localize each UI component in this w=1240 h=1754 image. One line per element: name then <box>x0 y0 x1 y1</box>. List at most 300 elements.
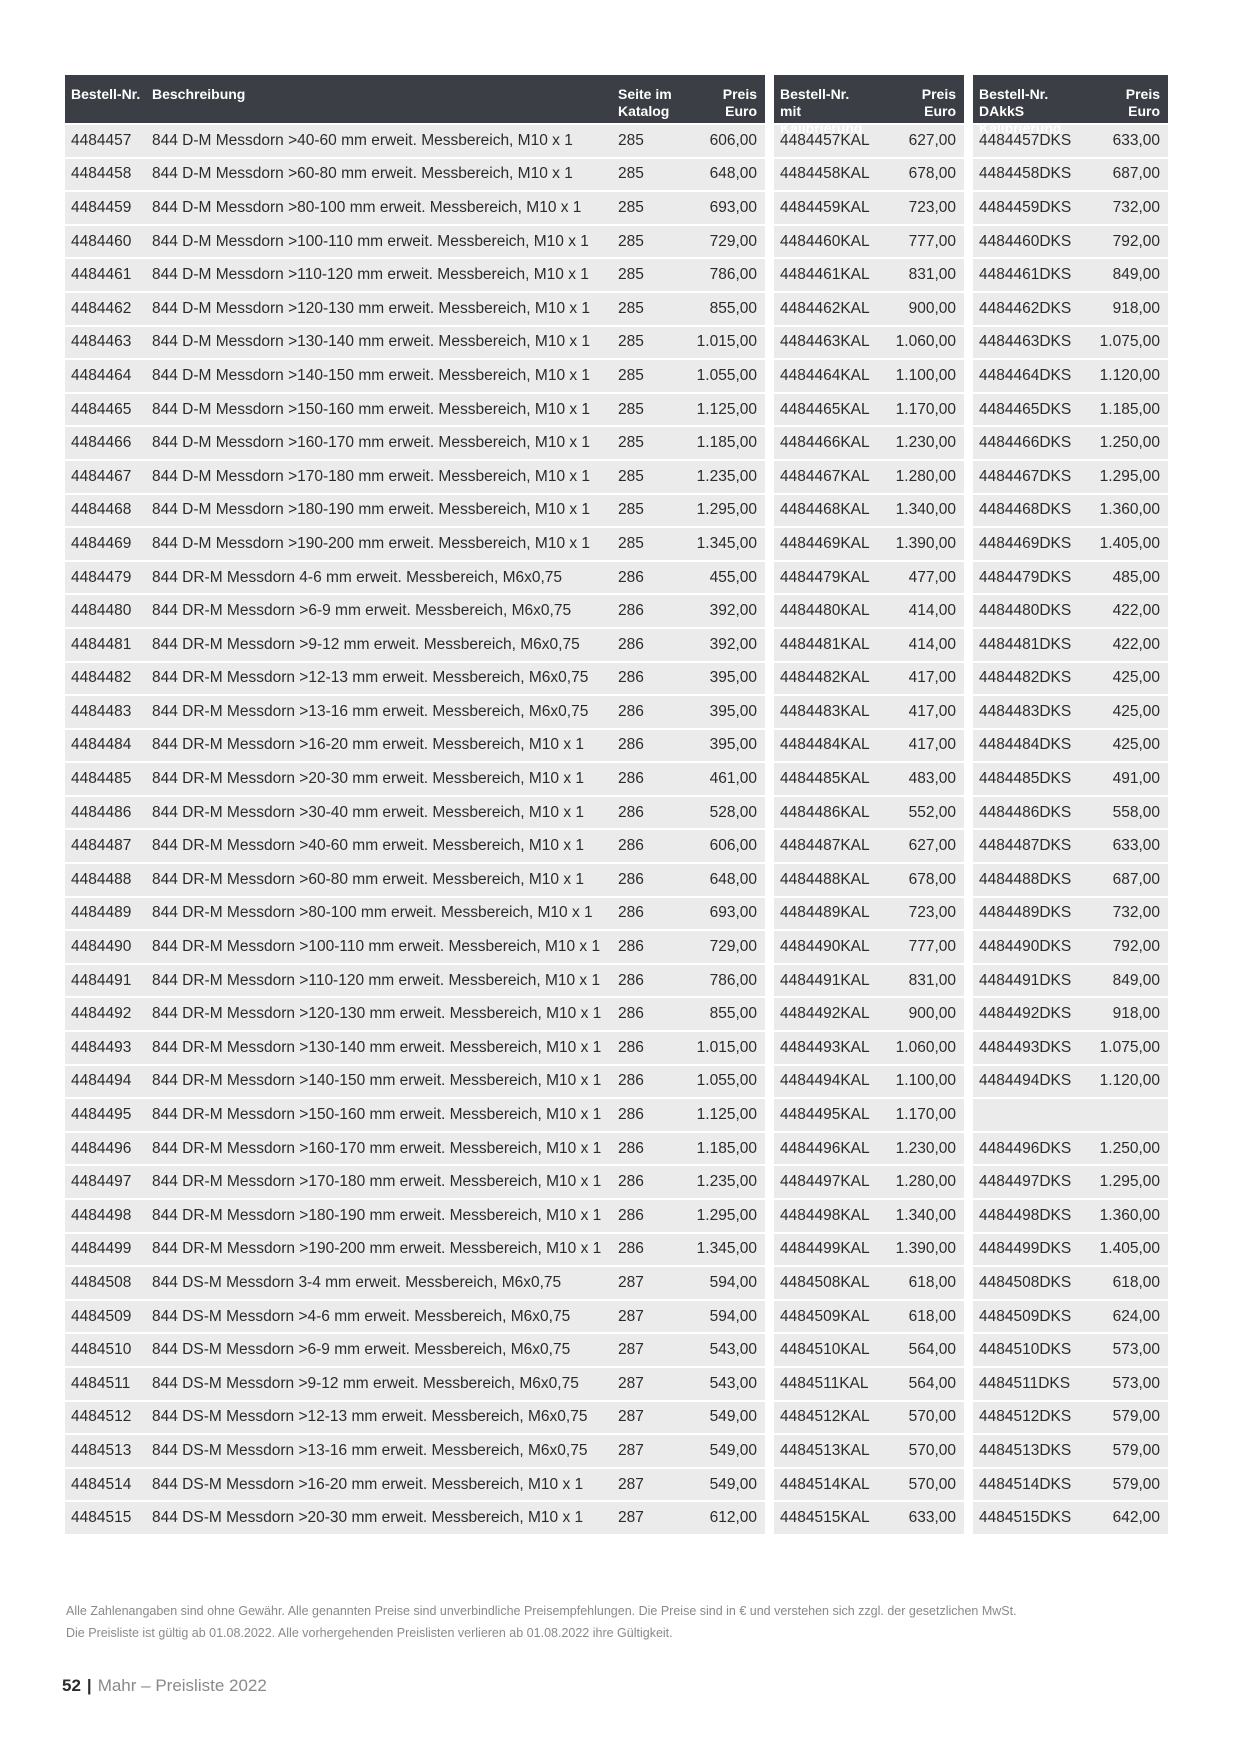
table-row-main <box>65 226 765 258</box>
table-row-calibration <box>774 1099 964 1131</box>
price-calibration-cell: 1.280,00 <box>895 467 956 485</box>
table-row-dakks <box>973 1334 1168 1366</box>
price-dakks-cell: 1.250,00 <box>1099 434 1160 452</box>
header-catalog-page: Seite im Katalog <box>618 86 672 119</box>
catalog-page-cell: 286 <box>618 568 644 586</box>
table-row-calibration <box>774 1066 964 1098</box>
price-calibration-cell: 564,00 <box>908 1374 956 1392</box>
description-cell: 844 D-M Messdorn >40-60 mm erweit. Messbereich, M10 x 1 <box>152 131 573 149</box>
catalog-page-cell: 285 <box>618 131 644 149</box>
price-cell: 1.055,00 <box>696 1072 757 1090</box>
order-number-cell: 4484482 <box>71 669 132 687</box>
price-cell: 1.295,00 <box>696 501 757 519</box>
price-cell: 1.055,00 <box>696 366 757 384</box>
price-dakks-cell: 732,00 <box>1112 904 1160 922</box>
price-cell: 729,00 <box>709 232 757 250</box>
table-row-dakks <box>973 864 1168 896</box>
price-dakks-cell: 422,00 <box>1112 602 1160 620</box>
description-cell: 844 DR-M Messdorn >190-200 mm erweit. Messbereich, M10 x 1 <box>152 1240 602 1258</box>
order-number-calibration-cell: 4484494KAL <box>780 1072 870 1090</box>
page-number: 52 <box>62 1676 81 1695</box>
catalog-page-cell: 285 <box>618 366 644 384</box>
price-cell: 1.345,00 <box>696 1240 757 1258</box>
order-number-cell: 4484510 <box>71 1341 132 1359</box>
catalog-page-cell: 285 <box>618 400 644 418</box>
price-dakks-cell: 1.405,00 <box>1099 1240 1160 1258</box>
price-calibration-cell: 777,00 <box>908 232 956 250</box>
table-row-dakks <box>973 1032 1168 1064</box>
price-calibration-cell: 618,00 <box>908 1307 956 1325</box>
price-cell: 528,00 <box>709 803 757 821</box>
price-cell: 1.125,00 <box>696 1106 757 1124</box>
table-row-main <box>65 663 765 695</box>
price-cell: 855,00 <box>709 1005 757 1023</box>
order-number-cell: 4484497 <box>71 1173 132 1191</box>
table-row-main <box>65 327 765 359</box>
order-number-calibration-cell: 4484461KAL <box>780 266 870 284</box>
table-row-calibration <box>774 1469 964 1501</box>
header-price-calibration: Preis Euro <box>921 86 956 119</box>
price-dakks-cell: 633,00 <box>1112 837 1160 855</box>
table-row-dakks <box>973 1133 1168 1165</box>
price-cell: 455,00 <box>709 568 757 586</box>
table-row-main <box>65 495 765 527</box>
order-number-cell: 4484514 <box>71 1475 132 1493</box>
description-cell: 844 D-M Messdorn >120-130 mm erweit. Messbereich, M10 x 1 <box>152 299 591 317</box>
price-calibration-cell: 1.100,00 <box>895 366 956 384</box>
order-number-dakks-cell: 4484494DKS <box>979 1072 1072 1090</box>
table-row-dakks <box>973 394 1168 426</box>
table-row-main <box>65 461 765 493</box>
table-row-dakks <box>973 192 1168 224</box>
price-dakks-cell: 849,00 <box>1112 971 1160 989</box>
order-number-dakks-cell: 4484481DKS <box>979 635 1072 653</box>
header-price: Preis Euro <box>722 86 757 119</box>
price-calibration-cell: 417,00 <box>908 669 956 687</box>
order-number-cell: 4484499 <box>71 1240 132 1258</box>
table-row-dakks <box>973 1200 1168 1232</box>
order-number-dakks-cell: 4484480DKS <box>979 602 1072 620</box>
order-number-calibration-cell: 4484482KAL <box>780 669 870 687</box>
table-row-dakks <box>973 1502 1168 1534</box>
order-number-dakks-cell: 4484491DKS <box>979 971 1072 989</box>
table-row-main <box>65 293 765 325</box>
price-dakks-cell: 579,00 <box>1112 1408 1160 1426</box>
price-cell: 612,00 <box>709 1509 757 1527</box>
price-calibration-cell: 1.060,00 <box>895 1038 956 1056</box>
catalog-page-cell: 286 <box>618 702 644 720</box>
table-row-dakks <box>973 495 1168 527</box>
table-header-calibration <box>774 75 964 136</box>
table-row-dakks <box>973 360 1168 392</box>
order-number-dakks-cell: 4484482DKS <box>979 669 1072 687</box>
header-order-number: Bestell-Nr. <box>71 86 141 102</box>
order-number-calibration-cell: 4484484KAL <box>780 736 870 754</box>
table-row-main <box>65 763 765 795</box>
catalog-page-cell: 286 <box>618 602 644 620</box>
table-row-calibration <box>774 461 964 493</box>
table-row-main <box>65 1402 765 1434</box>
table-row-dakks <box>973 293 1168 325</box>
price-calibration-cell: 1.230,00 <box>895 434 956 452</box>
order-number-dakks-cell: 4484458DKS <box>979 165 1072 183</box>
description-cell: 844 DS-M Messdorn >12-13 mm erweit. Messbereich, M6x0,75 <box>152 1408 588 1426</box>
price-table-calibration <box>774 75 964 1536</box>
table-row-main <box>65 898 765 930</box>
table-row-calibration <box>774 763 964 795</box>
catalog-page-cell: 287 <box>618 1307 644 1325</box>
catalog-page-cell: 285 <box>618 198 644 216</box>
description-cell: 844 DS-M Messdorn >9-12 mm erweit. Messbereich, M6x0,75 <box>152 1374 579 1392</box>
price-dakks-cell: 1.405,00 <box>1099 534 1160 552</box>
catalog-page-cell: 286 <box>618 1240 644 1258</box>
table-row-calibration <box>774 864 964 896</box>
description-cell: 844 DS-M Messdorn >13-16 mm erweit. Messbereich, M6x0,75 <box>152 1441 588 1459</box>
catalog-page-cell: 287 <box>618 1341 644 1359</box>
table-row-dakks <box>973 931 1168 963</box>
price-dakks-cell: 918,00 <box>1112 1005 1160 1023</box>
price-calibration-cell: 417,00 <box>908 736 956 754</box>
catalog-page-cell: 286 <box>618 1072 644 1090</box>
description-cell: 844 DR-M Messdorn >100-110 mm erweit. Messbereich, M10 x 1 <box>152 938 601 956</box>
price-cell: 648,00 <box>709 165 757 183</box>
order-number-cell: 4484511 <box>71 1374 131 1392</box>
order-number-dakks-cell: 4484467DKS <box>979 467 1072 485</box>
order-number-dakks-cell: 4484489DKS <box>979 904 1072 922</box>
price-calibration-cell: 723,00 <box>908 198 956 216</box>
order-number-dakks-cell: 4484513DKS <box>979 1441 1072 1459</box>
description-cell: 844 DR-M Messdorn >170-180 mm erweit. Messbereich, M10 x 1 <box>152 1173 602 1191</box>
table-row-dakks <box>973 1435 1168 1467</box>
order-number-cell: 4484493 <box>71 1038 132 1056</box>
description-cell: 844 DR-M Messdorn >13-16 mm erweit. Messbereich, M6x0,75 <box>152 702 589 720</box>
order-number-dakks-cell: 4484509DKS <box>979 1307 1072 1325</box>
price-calibration-cell: 633,00 <box>908 1509 956 1527</box>
table-row-calibration <box>774 663 964 695</box>
price-calibration-cell: 831,00 <box>908 971 956 989</box>
price-dakks-cell: 792,00 <box>1112 938 1160 956</box>
price-calibration-cell: 477,00 <box>908 568 956 586</box>
description-cell: 844 DR-M Messdorn >60-80 mm erweit. Messbereich, M10 x 1 <box>152 870 585 888</box>
table-row-calibration <box>774 1200 964 1232</box>
price-dakks-cell: 491,00 <box>1112 770 1160 788</box>
catalog-page-cell: 287 <box>618 1441 644 1459</box>
order-number-calibration-cell: 4484487KAL <box>780 837 870 855</box>
price-table-main <box>65 75 765 1536</box>
table-row-calibration <box>774 495 964 527</box>
catalog-page-cell: 286 <box>618 938 644 956</box>
order-number-cell: 4484492 <box>71 1005 132 1023</box>
price-cell: 786,00 <box>709 971 757 989</box>
order-number-cell: 4484490 <box>71 938 132 956</box>
catalog-page-cell: 285 <box>618 299 644 317</box>
table-row-dakks <box>973 763 1168 795</box>
order-number-dakks-cell: 4484463DKS <box>979 333 1072 351</box>
table-row-calibration <box>774 293 964 325</box>
order-number-cell: 4484515 <box>71 1509 132 1527</box>
table-row-main <box>65 998 765 1030</box>
table-row-calibration <box>774 1435 964 1467</box>
table-row-calibration <box>774 226 964 258</box>
price-cell: 648,00 <box>709 870 757 888</box>
price-cell: 1.015,00 <box>696 1038 757 1056</box>
description-cell: 844 DR-M Messdorn >110-120 mm erweit. Messbereich, M10 x 1 <box>152 971 601 989</box>
description-cell: 844 D-M Messdorn >130-140 mm erweit. Messbereich, M10 x 1 <box>152 333 591 351</box>
order-number-cell: 4484469 <box>71 534 132 552</box>
order-number-cell: 4484479 <box>71 568 132 586</box>
order-number-cell: 4484512 <box>71 1408 132 1426</box>
order-number-dakks-cell: 4484465DKS <box>979 400 1072 418</box>
table-row-main <box>65 830 765 862</box>
order-number-dakks-cell: 4484511DKS <box>979 1374 1071 1392</box>
table-row-dakks <box>973 898 1168 930</box>
catalog-page-cell: 286 <box>618 1005 644 1023</box>
table-row-main <box>65 595 765 627</box>
table-row-calibration <box>774 562 964 594</box>
header-order-number-dakks: Bestell-Nr. DAkkS Kalibrierung <box>979 86 1062 136</box>
price-cell: 594,00 <box>709 1307 757 1325</box>
order-number-cell: 4484481 <box>71 635 132 653</box>
price-cell: 392,00 <box>709 635 757 653</box>
order-number-calibration-cell: 4484497KAL <box>780 1173 870 1191</box>
catalog-page-cell: 287 <box>618 1374 644 1392</box>
table-row-calibration <box>774 998 964 1030</box>
catalog-page-cell: 285 <box>618 232 644 250</box>
order-number-dakks-cell: 4484512DKS <box>979 1408 1072 1426</box>
order-number-calibration-cell: 4484512KAL <box>780 1408 870 1426</box>
table-row-main <box>65 1066 765 1098</box>
price-dakks-cell: 573,00 <box>1112 1341 1160 1359</box>
price-cell: 594,00 <box>709 1273 757 1291</box>
order-number-dakks-cell: 4484457DKS <box>979 131 1072 149</box>
table-row-calibration <box>774 360 964 392</box>
footnote <box>66 1600 1017 1644</box>
order-number-calibration-cell: 4484466KAL <box>780 434 870 452</box>
price-dakks-cell: 1.295,00 <box>1099 1173 1160 1191</box>
price-cell: 606,00 <box>709 131 757 149</box>
description-cell: 844 DS-M Messdorn >6-9 mm erweit. Messbereich, M6x0,75 <box>152 1341 571 1359</box>
order-number-cell: 4484513 <box>71 1441 132 1459</box>
order-number-cell: 4484466 <box>71 434 132 452</box>
price-dakks-cell: 1.185,00 <box>1099 400 1160 418</box>
order-number-dakks-cell: 4484496DKS <box>979 1139 1072 1157</box>
catalog-page-cell: 286 <box>618 770 644 788</box>
order-number-cell: 4484509 <box>71 1307 132 1325</box>
order-number-cell: 4484467 <box>71 467 132 485</box>
table-row-dakks <box>973 1368 1168 1400</box>
order-number-dakks-cell: 4484487DKS <box>979 837 1072 855</box>
order-number-cell: 4484483 <box>71 702 132 720</box>
table-row-dakks <box>973 663 1168 695</box>
order-number-dakks-cell: 4484498DKS <box>979 1206 1072 1224</box>
table-row-main <box>65 1200 765 1232</box>
table-row-main <box>65 730 765 762</box>
description-cell: 844 D-M Messdorn >60-80 mm erweit. Messbereich, M10 x 1 <box>152 165 573 183</box>
order-number-calibration-cell: 4484495KAL <box>780 1106 870 1124</box>
table-row-calibration <box>774 528 964 560</box>
price-cell: 1.185,00 <box>696 434 757 452</box>
table-row-dakks <box>973 998 1168 1030</box>
description-cell: 844 DS-M Messdorn >20-30 mm erweit. Messbereich, M10 x 1 <box>152 1509 584 1527</box>
description-cell: 844 DR-M Messdorn >12-13 mm erweit. Messbereich, M6x0,75 <box>152 669 589 687</box>
table-row-calibration <box>774 595 964 627</box>
table-row-main <box>65 360 765 392</box>
order-number-cell: 4484463 <box>71 333 132 351</box>
price-cell: 395,00 <box>709 702 757 720</box>
table-row-main <box>65 159 765 191</box>
table-row-calibration <box>774 1334 964 1366</box>
table-row-main <box>65 931 765 963</box>
table-row-calibration <box>774 898 964 930</box>
order-number-cell: 4484460 <box>71 232 132 250</box>
page-footer <box>62 1676 267 1696</box>
table-row-calibration <box>774 1502 964 1534</box>
table-row-calibration <box>774 1301 964 1333</box>
catalog-page-cell: 287 <box>618 1509 644 1527</box>
price-cell: 693,00 <box>709 198 757 216</box>
price-calibration-cell: 618,00 <box>908 1273 956 1291</box>
order-number-dakks-cell: 4484488DKS <box>979 870 1072 888</box>
description-cell: 844 D-M Messdorn >150-160 mm erweit. Messbereich, M10 x 1 <box>152 400 591 418</box>
table-row-dakks <box>973 562 1168 594</box>
description-cell: 844 D-M Messdorn >100-110 mm erweit. Messbereich, M10 x 1 <box>152 232 589 250</box>
table-row-calibration <box>774 327 964 359</box>
table-row-main <box>65 125 765 157</box>
table-row-main <box>65 528 765 560</box>
order-number-dakks-cell: 4484469DKS <box>979 534 1072 552</box>
price-cell: 549,00 <box>709 1441 757 1459</box>
order-number-dakks-cell: 4484484DKS <box>979 736 1072 754</box>
price-dakks-cell: 425,00 <box>1112 736 1160 754</box>
catalog-page-cell: 286 <box>618 1038 644 1056</box>
catalog-page-cell: 285 <box>618 165 644 183</box>
order-number-cell: 4484494 <box>71 1072 132 1090</box>
order-number-calibration-cell: 4484467KAL <box>780 467 870 485</box>
price-cell: 392,00 <box>709 602 757 620</box>
table-row-dakks <box>973 226 1168 258</box>
order-number-dakks-cell: 4484508DKS <box>979 1273 1072 1291</box>
table-row-main <box>65 259 765 291</box>
table-row-main <box>65 1234 765 1266</box>
order-number-cell: 4484462 <box>71 299 132 317</box>
price-cell: 1.185,00 <box>696 1139 757 1157</box>
table-row-dakks <box>973 965 1168 997</box>
order-number-dakks-cell: 4484461DKS <box>979 266 1072 284</box>
order-number-cell: 4484485 <box>71 770 132 788</box>
order-number-calibration-cell: 4484480KAL <box>780 602 870 620</box>
price-dakks-cell: 579,00 <box>1112 1475 1160 1493</box>
table-row-dakks <box>973 1166 1168 1198</box>
table-row-calibration <box>774 1133 964 1165</box>
price-dakks-cell: 425,00 <box>1112 669 1160 687</box>
order-number-calibration-cell: 4484483KAL <box>780 702 870 720</box>
price-dakks-cell: 1.075,00 <box>1099 1038 1160 1056</box>
order-number-calibration-cell: 4484514KAL <box>780 1475 870 1493</box>
order-number-calibration-cell: 4484457KAL <box>780 131 870 149</box>
order-number-dakks-cell: 4484515DKS <box>979 1509 1072 1527</box>
catalog-page-cell: 286 <box>618 736 644 754</box>
catalog-page-cell: 286 <box>618 1106 644 1124</box>
table-row-main <box>65 1133 765 1165</box>
price-calibration-cell: 900,00 <box>908 1005 956 1023</box>
table-row-dakks <box>973 830 1168 862</box>
price-calibration-cell: 678,00 <box>908 870 956 888</box>
catalog-page-cell: 286 <box>618 803 644 821</box>
order-number-calibration-cell: 4484459KAL <box>780 198 870 216</box>
table-row-main <box>65 1435 765 1467</box>
order-number-calibration-cell: 4484460KAL <box>780 232 870 250</box>
catalog-page-cell: 286 <box>618 1139 644 1157</box>
table-row-calibration <box>774 830 964 862</box>
price-calibration-cell: 570,00 <box>908 1441 956 1459</box>
table-row-dakks <box>973 1402 1168 1434</box>
price-calibration-cell: 1.060,00 <box>895 333 956 351</box>
order-number-calibration-cell: 4484464KAL <box>780 366 870 384</box>
catalog-page-cell: 286 <box>618 904 644 922</box>
order-number-calibration-cell: 4484509KAL <box>780 1307 870 1325</box>
price-calibration-cell: 564,00 <box>908 1341 956 1359</box>
order-number-cell: 4484495 <box>71 1106 132 1124</box>
description-cell: 844 D-M Messdorn >180-190 mm erweit. Messbereich, M10 x 1 <box>152 501 591 519</box>
price-dakks-cell: 633,00 <box>1112 131 1160 149</box>
price-calibration-cell: 900,00 <box>908 299 956 317</box>
order-number-calibration-cell: 4484485KAL <box>780 770 870 788</box>
order-number-calibration-cell: 4484499KAL <box>780 1240 870 1258</box>
table-row-dakks <box>973 730 1168 762</box>
order-number-dakks-cell: 4484486DKS <box>979 803 1072 821</box>
order-number-cell: 4484489 <box>71 904 132 922</box>
order-number-dakks-cell: 4484514DKS <box>979 1475 1072 1493</box>
description-cell: 844 D-M Messdorn >160-170 mm erweit. Messbereich, M10 x 1 <box>152 434 591 452</box>
order-number-dakks-cell: 4484462DKS <box>979 299 1072 317</box>
table-row-dakks <box>973 629 1168 661</box>
price-cell: 461,00 <box>709 770 757 788</box>
description-cell: 844 DS-M Messdorn 3-4 mm erweit. Messbereich, M6x0,75 <box>152 1273 562 1291</box>
price-dakks-cell: 579,00 <box>1112 1441 1160 1459</box>
order-number-calibration-cell: 4484468KAL <box>780 501 870 519</box>
price-dakks-cell: 573,00 <box>1112 1374 1160 1392</box>
price-cell: 786,00 <box>709 266 757 284</box>
order-number-calibration-cell: 4484489KAL <box>780 904 870 922</box>
order-number-cell: 4484508 <box>71 1273 132 1291</box>
description-cell: 844 DR-M Messdorn >20-30 mm erweit. Messbereich, M10 x 1 <box>152 770 585 788</box>
table-row-main <box>65 696 765 728</box>
table-row-calibration <box>774 1267 964 1299</box>
price-calibration-cell: 1.170,00 <box>895 1106 956 1124</box>
table-row-calibration <box>774 797 964 829</box>
order-number-dakks-cell: 4484499DKS <box>979 1240 1072 1258</box>
order-number-calibration-cell: 4484463KAL <box>780 333 870 351</box>
order-number-calibration-cell: 4484493KAL <box>780 1038 870 1056</box>
table-row-calibration <box>774 394 964 426</box>
order-number-dakks-cell: 4484468DKS <box>979 501 1072 519</box>
price-dakks-cell: 687,00 <box>1112 165 1160 183</box>
order-number-dakks-cell: 4484490DKS <box>979 938 1072 956</box>
price-cell: 1.015,00 <box>696 333 757 351</box>
price-dakks-cell: 1.075,00 <box>1099 333 1160 351</box>
order-number-calibration-cell: 4484481KAL <box>780 635 870 653</box>
price-cell: 606,00 <box>709 837 757 855</box>
order-number-calibration-cell: 4484488KAL <box>780 870 870 888</box>
order-number-calibration-cell: 4484469KAL <box>780 534 870 552</box>
price-calibration-cell: 831,00 <box>908 266 956 284</box>
order-number-cell: 4484458 <box>71 165 132 183</box>
catalog-page-cell: 287 <box>618 1408 644 1426</box>
price-cell: 1.345,00 <box>696 534 757 552</box>
price-dakks-cell: 1.360,00 <box>1099 1206 1160 1224</box>
table-row-main <box>65 192 765 224</box>
order-number-calibration-cell: 4484462KAL <box>780 299 870 317</box>
